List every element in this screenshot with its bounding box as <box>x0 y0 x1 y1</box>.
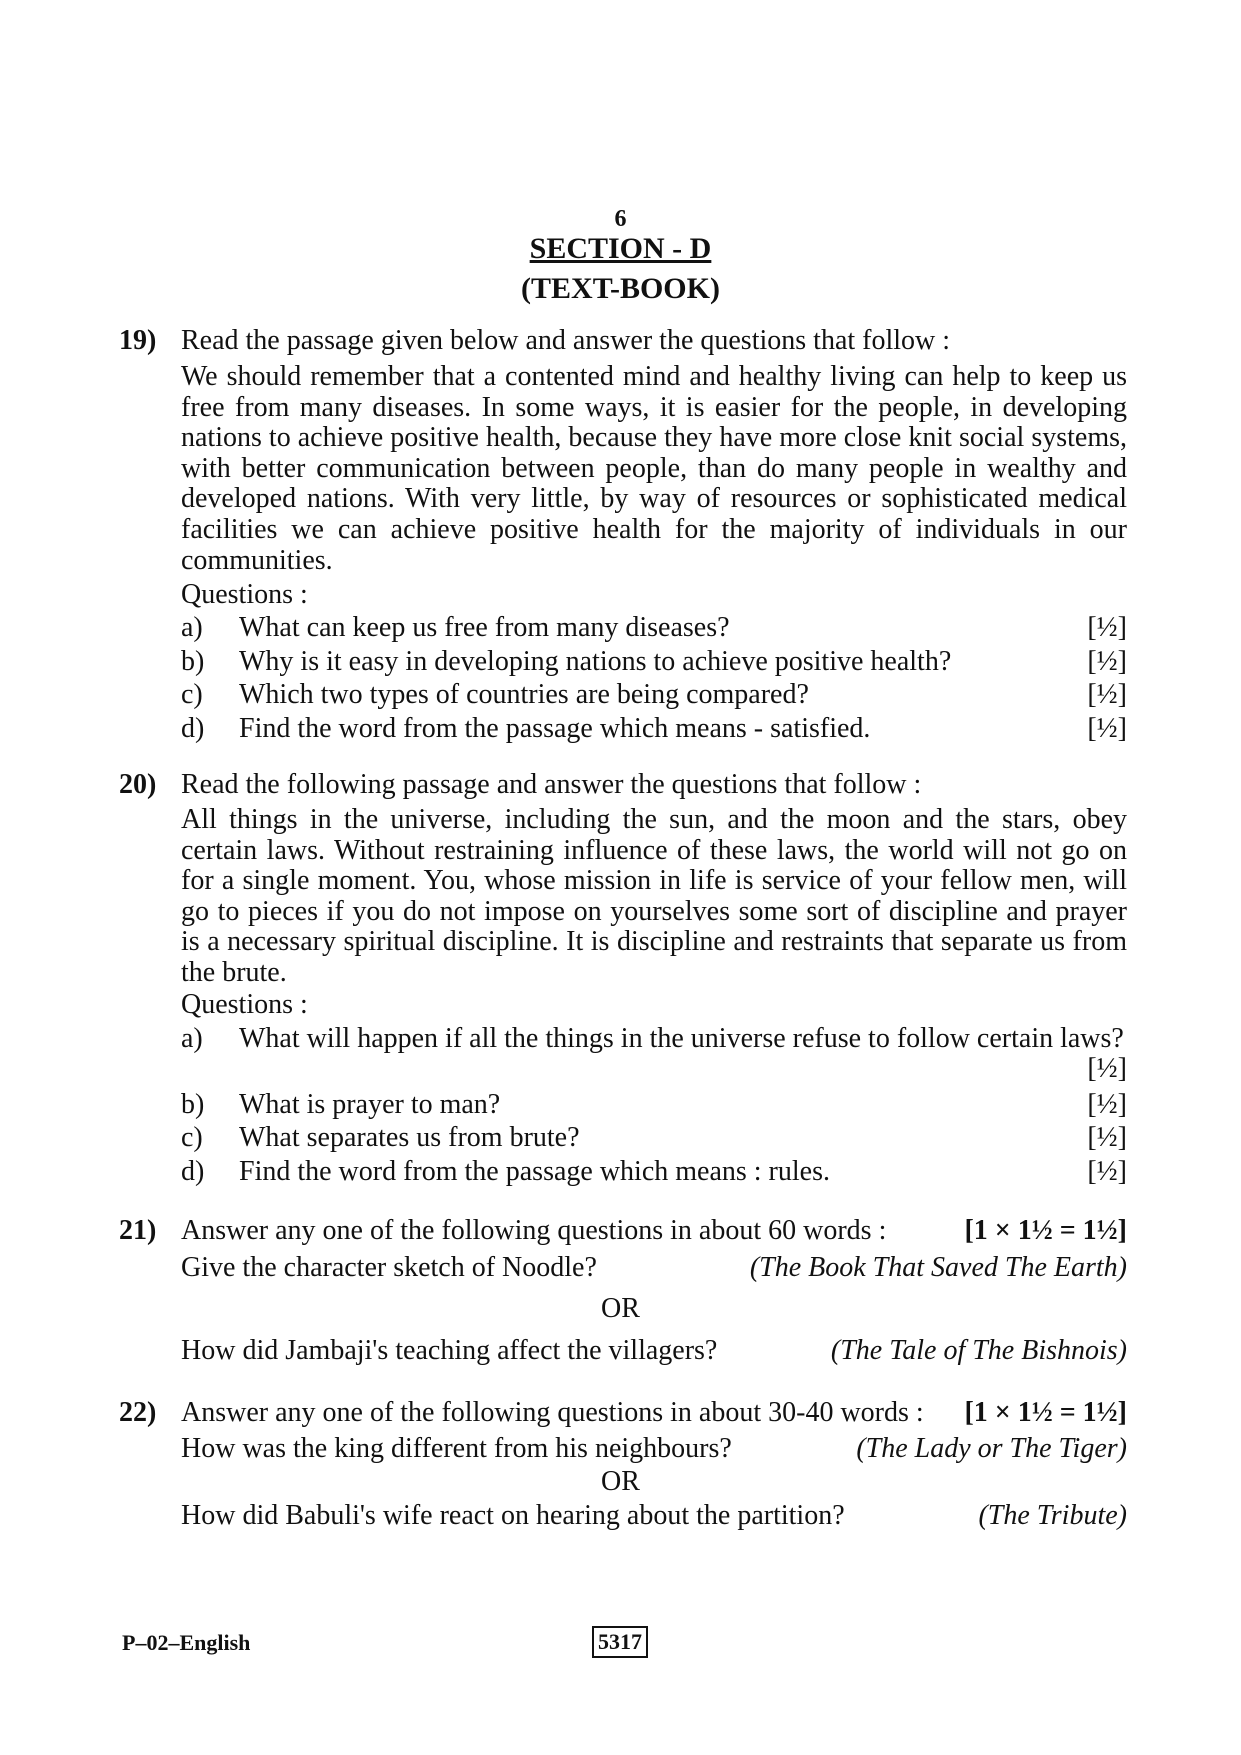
sub-letter: a) <box>181 1023 203 1054</box>
passage-19: We should remember that a contented mind and healthy living can help to keep us free from many diseases. In some ways, it is easier for the people, in developing nations to achieve positive health, because they have more close knit social systems, with better communication between people, than do many people in wealthy and developed nations. With very little, by way of resources or sophisticated medical facilities we can achieve positive health for the majority of individuals in our communities. <box>181 361 1127 576</box>
option-text: How did Jambaji's teaching affect the villagers? <box>181 1335 718 1366</box>
or-separator-21: OR <box>601 1293 640 1324</box>
option-source: (The Book That Saved The Earth) <box>749 1252 1127 1283</box>
sub-text: Find the word from the passage which means - satisfied. <box>239 713 871 744</box>
sub-text: What will happen if all the things in the universe refuse to follow certain laws? <box>239 1023 1124 1054</box>
question-stem-19: Read the passage given below and answer the questions that follow : <box>181 325 951 356</box>
question-stem-21: Answer any one of the following questions in about 60 words : <box>181 1215 887 1246</box>
sub-marks: [½] <box>1087 1122 1127 1153</box>
sub-text: Which two types of countries are being compared? <box>239 679 809 710</box>
question-stem-20: Read the following passage and answer the questions that follow : <box>181 769 922 800</box>
sub-marks: [½] <box>1087 612 1127 643</box>
option-source: (The Lady or The Tiger) <box>856 1433 1127 1464</box>
option-source: (The Tribute) <box>978 1500 1127 1531</box>
sub-letter: b) <box>181 646 205 677</box>
sub-marks: [½] <box>1087 646 1127 677</box>
question-number-22: 22) <box>119 1397 157 1428</box>
option-text: Give the character sketch of Noodle? <box>181 1252 597 1283</box>
sub-text: Find the word from the passage which means : rules. <box>239 1156 830 1187</box>
sub-text: What can keep us free from many diseases? <box>239 612 730 643</box>
sub-text: What separates us from brute? <box>239 1122 580 1153</box>
question-number-19: 19) <box>119 325 157 356</box>
footer-set-code: 5317 <box>592 1626 648 1658</box>
sub-letter: d) <box>181 713 205 744</box>
sub-letter: c) <box>181 679 203 710</box>
passage-20: All things in the universe, including the sun, and the moon and the stars, obey certain laws. Without restraining influence of these laws, the world will not go on for a single moment. You, whose mission in life is service of your fellow men, will go to pieces if you do not impose on yourselves some sort of discipline and prayer is a necessary spiritual discipline. It is discipline and restraints that separate us from the brute. <box>181 804 1127 988</box>
sub-letter: c) <box>181 1122 203 1153</box>
sub-marks: [½] <box>1087 1053 1127 1084</box>
question-marks-21: [1 × 1½ = 1½] <box>964 1215 1127 1246</box>
section-subtitle: (TEXT-BOOK) <box>521 272 720 305</box>
question-number-20: 20) <box>119 769 157 800</box>
sub-marks: [½] <box>1087 713 1127 744</box>
question-stem-22: Answer any one of the following questions in about 30-40 words : <box>181 1397 924 1428</box>
question-number-21: 21) <box>119 1215 157 1246</box>
sub-marks: [½] <box>1087 679 1127 710</box>
sub-letter: a) <box>181 612 203 643</box>
sub-marks: [½] <box>1087 1089 1127 1120</box>
section-title: SECTION - D <box>529 232 712 265</box>
sub-marks: [½] <box>1087 1156 1127 1187</box>
sub-letter: d) <box>181 1156 205 1187</box>
footer-paper-code: P–02–English <box>122 1630 251 1655</box>
sub-letter: b) <box>181 1089 205 1120</box>
page-number: 6 <box>614 206 627 232</box>
questions-label-19: Questions : <box>181 579 308 610</box>
option-source: (The Tale of The Bishnois) <box>830 1335 1127 1366</box>
sub-text: Why is it easy in developing nations to achieve positive health? <box>239 646 952 677</box>
option-text: How was the king different from his neighbours? <box>181 1433 732 1464</box>
question-marks-22: [1 × 1½ = 1½] <box>964 1397 1127 1428</box>
or-separator-22: OR <box>601 1466 640 1497</box>
sub-text: What is prayer to man? <box>239 1089 501 1120</box>
questions-label-20: Questions : <box>181 989 308 1020</box>
option-text: How did Babuli's wife react on hearing about the partition? <box>181 1500 845 1531</box>
